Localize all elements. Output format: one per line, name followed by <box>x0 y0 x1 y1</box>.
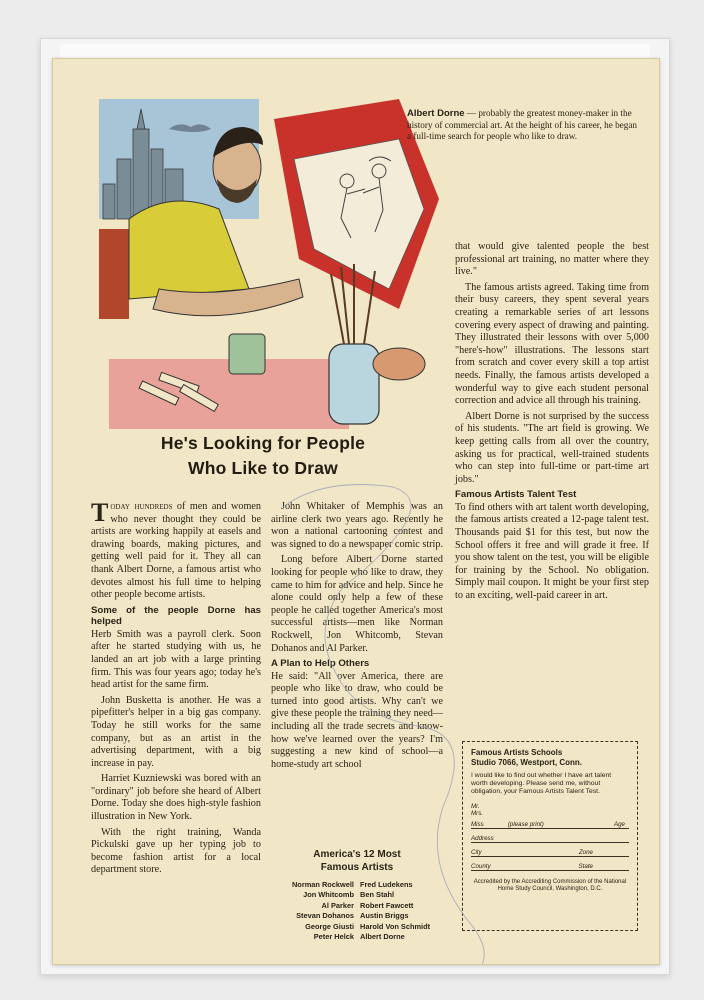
comic-back-cover <box>52 58 660 965</box>
headline <box>103 431 423 481</box>
coupon-title-2: Studio 7066, Westport, Conn. <box>471 758 582 767</box>
coupon-mrs: Mrs. <box>471 809 484 817</box>
column-2 <box>271 501 443 774</box>
drop-cap: T <box>91 498 109 527</box>
artist-name: Al Parker <box>321 900 354 910</box>
coupon-name-line[interactable] <box>471 817 629 829</box>
coupon-city-line[interactable] <box>471 845 629 857</box>
brush-pot <box>329 344 379 424</box>
coupon-city: City <box>471 848 482 856</box>
coupon-print-note: (please print) <box>507 820 544 828</box>
col3-paragraph-2: The famous artists agreed. Taking time from their busy careers, they spent several years creating a remarkable series of art lessons covering every aspect of drawing and painting. They illustrated their lessons with over 5,000 "here's-how" illustrations. The lessons start from scratch and cover every skill a top artist needs. Finally, the famous artists developed a wonderful way to give each student personal correction and advice all through his training. <box>455 281 649 407</box>
col1-paragraph-2: Herb Smith was a payroll clerk. Soon after he started studying with us, he landed an art job with a large printing firm. This was four years ago; today he's head artist for the same firm. <box>91 628 261 691</box>
col1-paragraph-5: With the right training, Wanda Pickulski gave up her typing job to become fashion artist for a local department store. <box>91 826 261 876</box>
col1-p1-text: of men and women who never thought they could be artists are working happily at easels and drawing boards, making pictures, and getting well paid for it. They all can thank Albert Dorne, a famous artist who devotes almost his full time to helping other people become artists. <box>91 501 261 601</box>
coupon-title-1: Famous Artists Schools <box>471 748 563 757</box>
artist-name: Harold Von Schmidt <box>360 921 431 931</box>
col1-paragraph-3: John Busketta is another. He was a pipefitter's helper in a big gas company. Today he still works for the same company, but as an artist in the advertising department, with a big increase in pay. <box>91 694 261 769</box>
coupon-salutation <box>471 803 629 817</box>
artists-title-line-1: America's 12 Most <box>313 849 401 860</box>
col1-paragraph-1 <box>91 498 261 602</box>
artist-name: Ben Stahl <box>360 890 395 900</box>
col2-paragraph-1: John Whitaker of Memphis was an airline clerk two years ago. Recently he won a national cartooning contest and was signed to do a newspaper comic strip. <box>271 501 444 550</box>
col3-subhead: Famous Artists Talent Test <box>455 489 577 501</box>
col2-paragraph-3: He said: "All over America, there are people who like to draw, who could be turned into good artists. Why can't we give these people the training they need—including all the trade secrets and know-how we've learned over the years? I'm suggesting a new kind of school—a home-study art school <box>271 670 443 770</box>
col2-subhead: A Plan to Help Others <box>271 658 370 670</box>
headline-line-1: He's Looking for People <box>160 433 366 453</box>
coupon-county-line[interactable] <box>471 859 629 871</box>
col3-paragraph-3: Albert Dorne is not surprised by the success of his students. "The art field is growing. We keep getting calls from all over the country, asking us for practical, well-trained students who can step into full-time or part-time art jobs." <box>455 410 649 485</box>
coupon-address: Address <box>471 834 494 842</box>
artist-name: George Giusti <box>305 921 354 931</box>
col2-paragraph-2: Long before Albert Dorne started looking for people who like to draw, they came to him for advice and help. Since he alone could only help a few of these people he called together America's most successful artists—men like Norman Rockwell, Jon Whitcomb, Stevan Dohanos and Al Parker. <box>271 554 443 654</box>
paint-jars <box>229 334 265 374</box>
column-1 <box>91 498 261 880</box>
coupon-miss: Miss <box>471 820 484 828</box>
chair-back <box>99 229 129 319</box>
caption-name: Albert Dorne <box>407 108 465 119</box>
coupon-age: Age <box>613 820 625 828</box>
artist-name: Robert Fawcett <box>360 900 414 910</box>
caption-text: — probably the greatest money-maker in the history of commercial art. At the height of his career, he began a full-time search for people who like to draw. <box>407 108 638 141</box>
artist-name: Jon Whitcomb <box>303 890 354 900</box>
famous-artists-list <box>271 849 443 942</box>
artist-name: Albert Dorne <box>360 932 405 942</box>
headline-line-2: Who Like to Draw <box>187 458 338 478</box>
artist-name: Austin Briggs <box>360 911 409 921</box>
illustration-caption <box>407 108 643 143</box>
coupon-state: State <box>578 862 593 870</box>
coupon-body: I would like to find out whether I have art talent worth developing. Please send me, without obligation, your Famous Artists Talent Test. <box>471 772 612 796</box>
artists-title <box>271 849 443 874</box>
coupon-address-line[interactable] <box>471 831 629 843</box>
col1-paragraph-4: Harriet Kuzniewski was bored with an "ordinary" job before she heard of Albert Dorne. Today she does high-style fashion illustration in New York. <box>91 773 261 823</box>
column-3 <box>455 241 649 606</box>
col1-smallcaps: oday hundreds <box>110 501 173 512</box>
mail-coupon <box>462 741 638 931</box>
artists-title-line-2: Famous Artists <box>320 861 394 873</box>
col3-paragraph-1: that would give talented people the best professional art training, no matter where they live." <box>455 241 649 278</box>
bowl <box>373 348 425 380</box>
artist-name: Norman Rockwell <box>291 880 354 889</box>
artist-name: Stevan Dohanos <box>296 911 354 921</box>
artist-name: Fred Ludekens <box>360 880 413 889</box>
coupon-mr: Mr. <box>471 802 480 810</box>
col1-subhead: Some of the people Dorne has helped <box>91 604 261 628</box>
coupon-county: County <box>471 862 491 870</box>
coupon-zone: Zone <box>578 848 593 856</box>
albert-dorne-illustration <box>99 99 439 429</box>
artists-grid <box>271 880 443 942</box>
coupon-footer: Accredited by the Accrediting Commission of the National Home Study Council, Washington, D.C. <box>473 878 627 893</box>
col3-paragraph-4: To find others with art talent worth developing, the famous artists created a 12-page talent test. Thousands paid $1 for this test, but now the School offers it free and will grade it free. If you show talent on the test, you will be eligible for training by the School. No obligation. Simply mail coupon. It might be your first step to an exciting, well-paid career in art. <box>455 501 649 601</box>
artist-name: Peter Helck <box>313 932 354 942</box>
